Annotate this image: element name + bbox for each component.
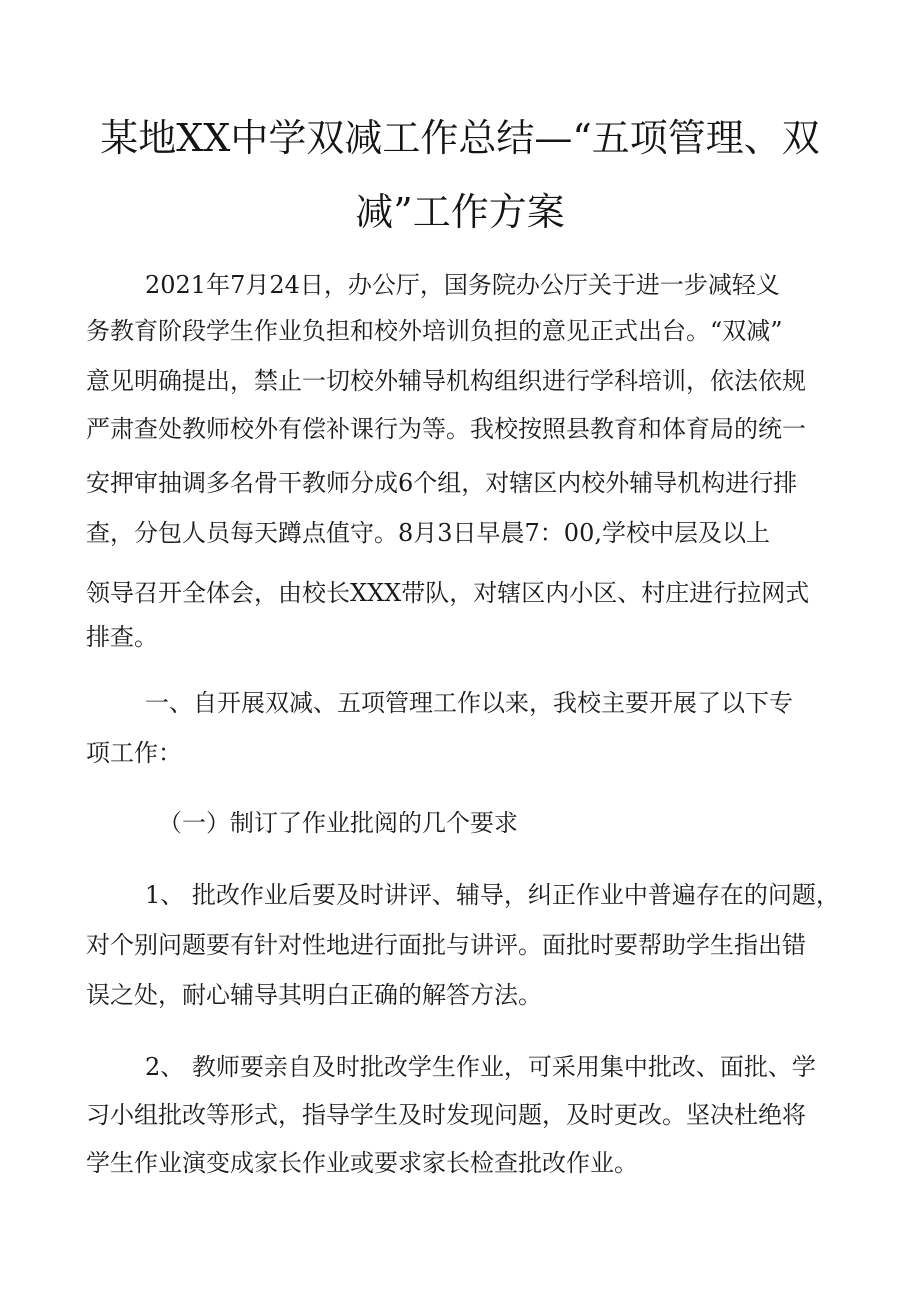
paragraph-line: 一、自开展双减、五项管理工作以来，我校主要开展了以下专: [145, 689, 793, 717]
document-title-line-1: 某地XX中学双减工作总结—“五项管理、双: [100, 116, 820, 160]
subsection-heading: （一）制订了作业批阅的几个要求: [158, 809, 518, 837]
paragraph-line: 2021年7月24日，办公厅，国务院办公厅关于进一步减轻义: [145, 271, 780, 299]
paragraph-line: 学生作业演变成家长作业或要求家长检查批改作业。: [86, 1149, 638, 1177]
paragraph-line: 查，分包人员每天蹲点值守。8月3日早晨7：00,学校中层及以上: [86, 519, 770, 547]
paragraph-line: 安押审抽调多名骨干教师分成6个组，对辖区内校外辅导机构进行排: [86, 469, 798, 497]
paragraph-line: 务教育阶段学生作业负担和校外培训负担的意见正式出台。“双减”: [86, 317, 783, 345]
paragraph-line: 意见明确提出，禁止一切校外辅导机构组织进行学科培训，依法依规: [86, 367, 806, 395]
paragraph-line: 对个别问题要有针对性地进行面批与讲评。面批时要帮助学生指出错: [86, 931, 806, 959]
document-title-line-2: 减”工作方案: [355, 190, 565, 234]
paragraph-line: 领导召开全体会，由校长XXX带队，对辖区内小区、村庄进行拉网式: [86, 579, 810, 607]
paragraph-line: 项工作：: [86, 739, 182, 767]
paragraph-line: 排查。: [86, 623, 158, 651]
paragraph-line: 习小组批改等形式，指导学生及时发现问题，及时更改。坚决杜绝将: [86, 1101, 806, 1129]
paragraph-line: 1、 批改作业后要及时讲评、辅导，纠正作业中普遍存在的问题，: [145, 881, 840, 909]
paragraph-line: 2、 教师要亲自及时批改学生作业，可采用集中批改、面批、学: [145, 1053, 816, 1081]
paragraph-line: 严肃查处教师校外有偿补课行为等。我校按照县教育和体育局的统一: [86, 415, 806, 443]
paragraph-line: 误之处，耐心辅导其明白正确的解答方法。: [86, 981, 542, 1009]
